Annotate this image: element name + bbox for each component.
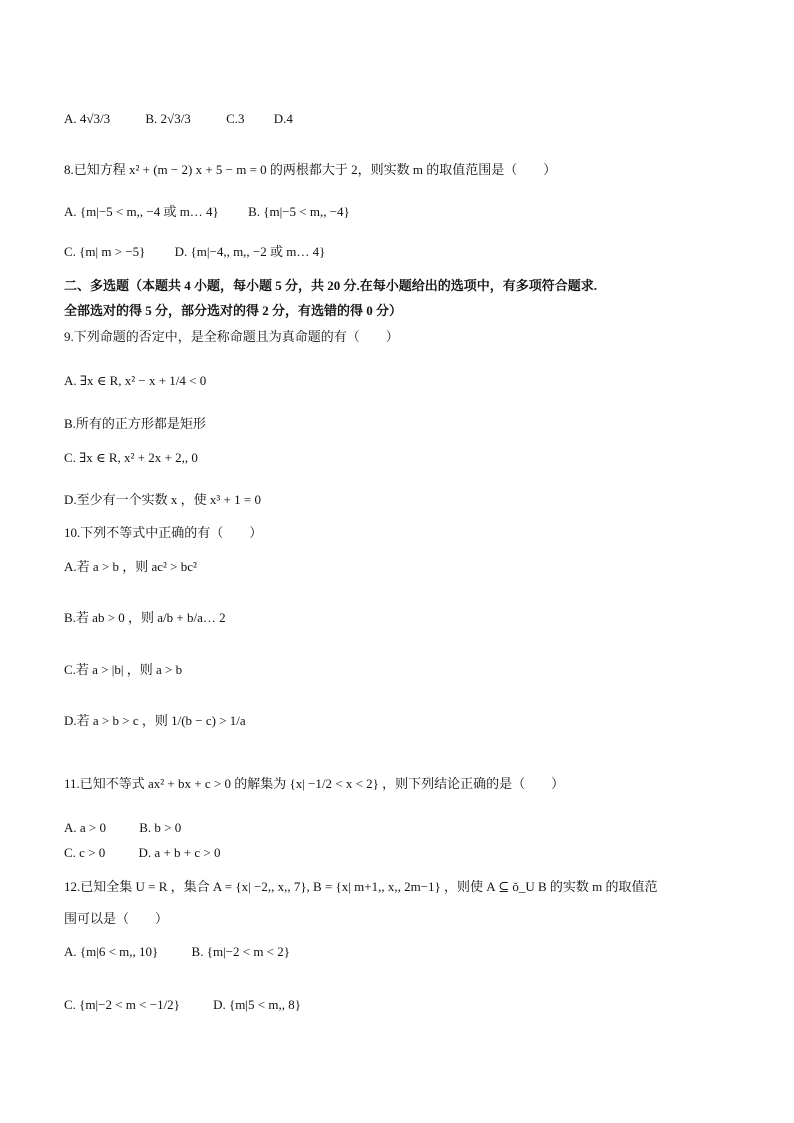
q12-options-ab (64, 943, 290, 961)
q11-option-a: A. a > 0 (64, 820, 106, 835)
q9-option-c: C. ∃x ∈ R, x² + 2x + 2,, 0 (64, 450, 198, 465)
q10-option-d: D.若 a > b > c ，则 1/(b − c) > 1/a (64, 713, 246, 728)
q8-option-d: D. {m|−4,, m,, −2 或 m… 4} (174, 244, 326, 259)
q12-option-a: A. {m|6 < m,, 10} (64, 944, 159, 959)
q12-stem-line2: 围可以是（ ） (64, 911, 169, 926)
q12-option-d: D. {m|5 < m,, 8} (213, 997, 301, 1012)
q11-option-b: B. b > 0 (139, 820, 182, 835)
q11-options-ab (64, 819, 181, 837)
q9-option-b: B.所有的正方形都是矩形 (64, 416, 206, 431)
q12-stem-line1: 12.已知全集 U = R ，集合 A = {x| −2,, x,, 7}, B = {x| m+1,, x,, 2m−1} ，则使 A ⊆ ǒ_U B 的实数 m 的取值范 (64, 879, 658, 894)
q8-stem: 8.已知方程 x² + (m − 2) x + 5 − m = 0 的两根都大于 2，则实数 m 的取值范围是（ ） (64, 162, 557, 177)
q8-option-c: C. {m| m > −5} (64, 244, 146, 259)
section2-title-line1: 二、多选题（本题共 4 小题，每小题 5 分，共 20 分.在每小题给出的选项中，有多项符合题求. (64, 278, 598, 293)
q12-option-b: B. {m|−2 < m < 2} (191, 944, 291, 959)
q8-options-cd (64, 243, 325, 261)
q7-option-d: D.4 (273, 111, 293, 126)
q10-option-b: B.若 ab > 0 ，则 a/b + b/a… 2 (64, 610, 226, 625)
q10-stem: 10.下列不等式中正确的有（ ） (64, 525, 263, 540)
q9-option-a: A. ∃x ∈ R, x² − x + 1/4 < 0 (64, 373, 207, 388)
section2-title-line2: 全部选对的得 5 分，部分选对的得 2 分，有选错的得 0 分） (64, 303, 403, 318)
q10-option-a: A.若 a > b ，则 ac² > bc² (64, 559, 197, 574)
q7-option-a: A. 4√3/3 (64, 111, 111, 126)
q9-stem: 9.下列命题的否定中，是全称命题且为真命题的有（ ） (64, 329, 399, 344)
q11-option-d: D. a + b + c > 0 (138, 845, 221, 860)
q7-options (64, 110, 293, 128)
q12-options-cd (64, 996, 301, 1014)
q7-option-b: B. 2√3/3 (145, 111, 191, 126)
q10-option-c: C.若 a > |b| ，则 a > b (64, 662, 183, 677)
q11-option-c: C. c > 0 (64, 845, 106, 860)
q8-option-a: A. {m|−5 < m,, −4 或 m… 4} (64, 204, 219, 219)
q8-options-ab (64, 203, 350, 221)
q7-option-c: C.3 (226, 111, 245, 126)
q8-option-b: B. {m|−5 < m,, −4} (248, 204, 350, 219)
q11-options-cd (64, 844, 220, 862)
q12-option-c: C. {m|−2 < m < −1/2} (64, 997, 180, 1012)
q11-stem: 11.已知不等式 ax² + bx + c > 0 的解集为 {x| −1/2 < x < 2} ，则下列结论正确的是（ ） (64, 776, 565, 791)
q9-option-d: D.至少有一个实数 x ，使 x³ + 1 = 0 (64, 492, 261, 507)
